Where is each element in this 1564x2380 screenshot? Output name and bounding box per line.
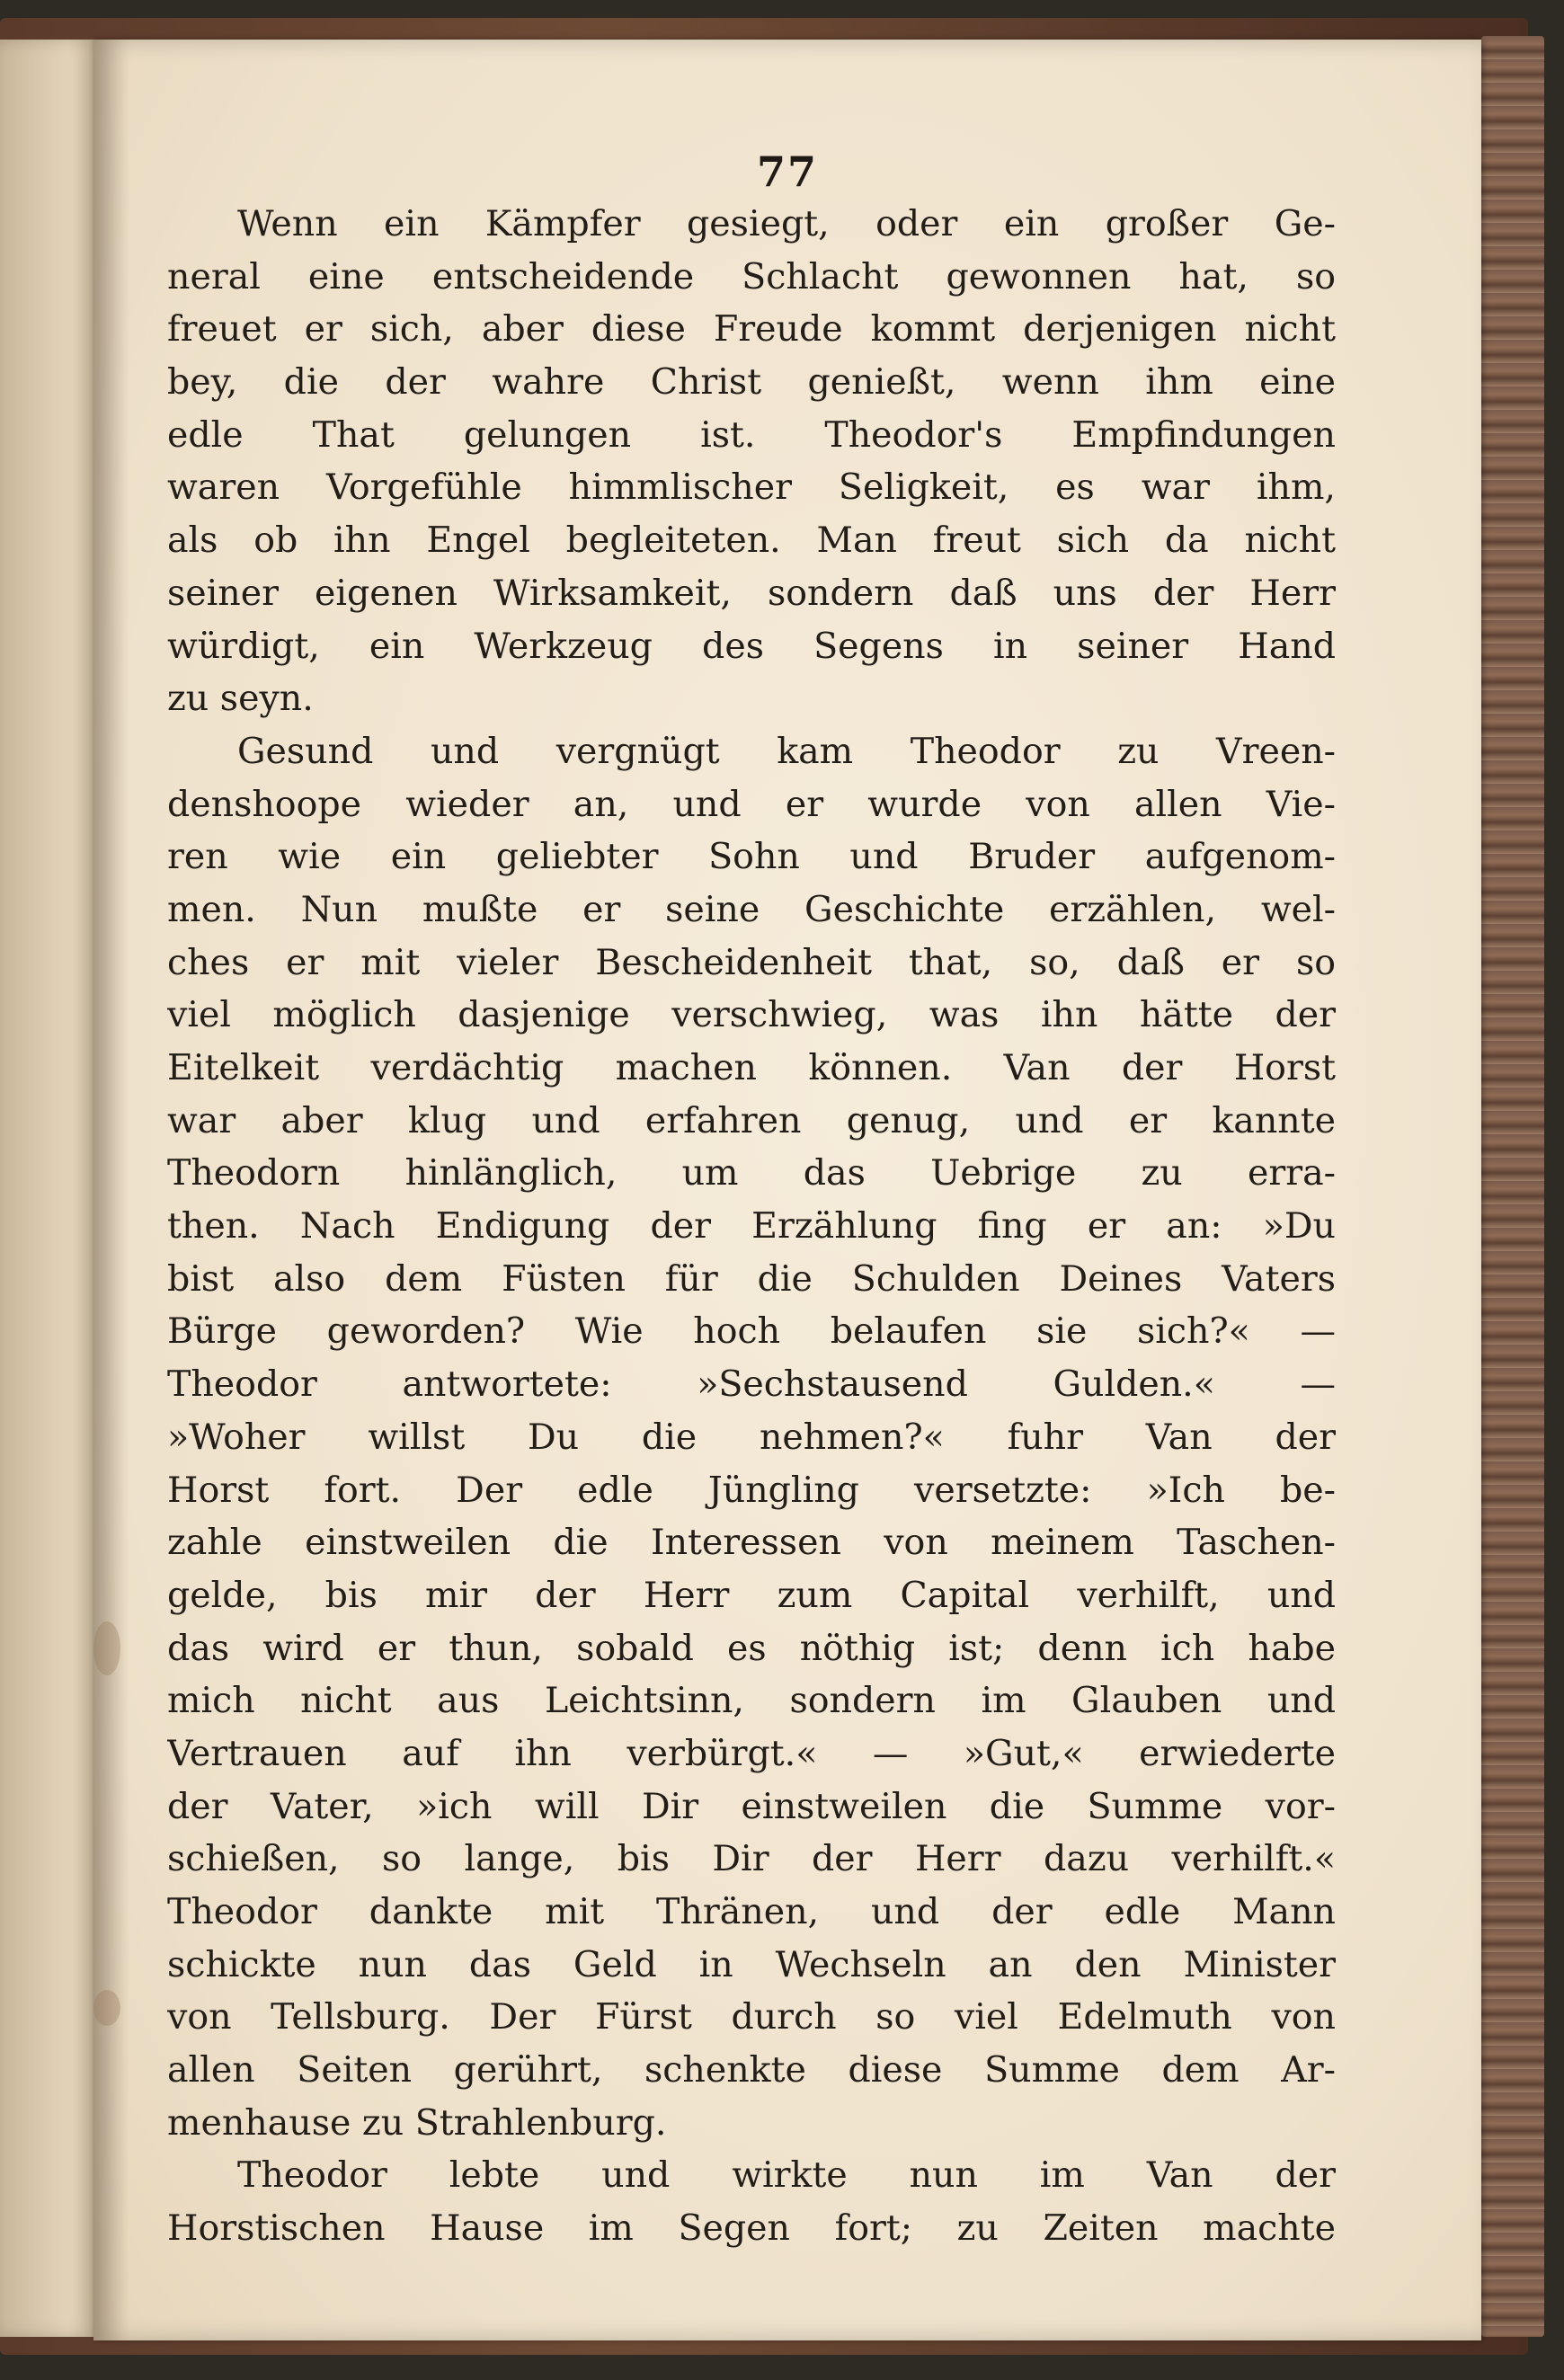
text-line: schickte nun das Geld in Wechseln an den Minister (167, 1943, 1336, 1985)
text-line: then. Nach Endigung der Erzählung fing er an: »Du (167, 1205, 1336, 1248)
text-line: das wird er thun, sobald es nöthig ist; denn ich habe (167, 1627, 1336, 1669)
text-line: bist also dem Füsten für die Schulden Deines Vaters (167, 1257, 1336, 1300)
text-line: seiner eigenen Wirksamkeit, sondern daß uns der Herr (167, 572, 1336, 614)
text-line: Theodor lebte und wirkte nun im Van der (237, 2154, 1336, 2197)
text-line: würdigt, ein Werkzeug des Segens in seiner Hand (167, 625, 1336, 667)
text-line: zu seyn. (167, 678, 314, 720)
text-line: waren Vorgefühle himmlischer Seligkeit, es war ihm, (167, 466, 1336, 509)
text-line: ches er mit vieler Bescheidenheit that, so, daß er so (167, 941, 1336, 983)
text-line: Theodor dankte mit Thränen, und der edle Mann (167, 1891, 1336, 1932)
text-line: der Vater, »ich will Dir einstweilen die Summe vor- (167, 1785, 1336, 1827)
text-line: denshoope wieder an, und er wurde von allen Vie- (167, 783, 1336, 825)
body-text (167, 198, 1336, 2255)
text-line: viel möglich dasjenige verschwieg, was ihn hätte der (167, 994, 1336, 1036)
text-line: Gesund und vergnügt kam Theodor zu Vreen- (237, 730, 1336, 772)
text-line: Wenn ein Kämpfer gesiegt, oder ein großer Ge- (237, 203, 1336, 244)
text-line: war aber klug und erfahren genug, und er kannte (167, 1099, 1336, 1141)
text-line: ren wie ein geliebter Sohn und Bruder aufgenom- (167, 836, 1336, 878)
text-line: Eitelkeit verdächtig machen können. Van der Horst (167, 1047, 1336, 1088)
page-number: 77 (756, 147, 818, 196)
text-line: edle That gelungen ist. Theodor's Empfindungen (167, 413, 1336, 456)
text-line: menhause zu Strahlenburg. (167, 2101, 667, 2144)
text-line: freuet er sich, aber diese Freude kommt derjenigen nicht (167, 308, 1336, 351)
text-line: allen Seiten gerührt, schenkte diese Summe dem Ar- (167, 2049, 1336, 2091)
text-line: zahle einstweilen die Interessen von meinem Taschen- (167, 1522, 1336, 1564)
text-line: »Woher willst Du die nehmen?« fuhr Van der (167, 1416, 1336, 1458)
text-line: Bürge geworden? Wie hoch belaufen sie sich?« — (167, 1310, 1336, 1353)
text-line: als ob ihn Engel begleiteten. Man freut sich da nicht (167, 520, 1336, 562)
text-line: mich nicht aus Leichtsinn, sondern im Glauben und (167, 1680, 1336, 1722)
text-line: Vertrauen auf ihn verbürgt.« — »Gut,« erwiederte (167, 1732, 1336, 1774)
text-line: Theodor antwortete: »Sechstausend Gulden.« — (167, 1363, 1336, 1406)
text-line: Theodorn hinlänglich, um das Uebrige zu erra- (167, 1152, 1336, 1194)
text-line: men. Nun mußte er seine Geschichte erzählen, wel- (167, 888, 1336, 930)
text-line: Horstischen Hause im Segen fort; zu Zeiten machte (167, 2207, 1336, 2250)
binding-hole (93, 1990, 120, 2026)
text-line: Horst fort. Der edle Jüngling versetzte: »Ich be- (167, 1469, 1336, 1511)
text-line: gelde, bis mir der Herr zum Capital verhilft, und (167, 1574, 1336, 1616)
binding-hole (93, 1621, 120, 1675)
page-edges (1481, 36, 1544, 2337)
text-line: bey, die der wahre Christ genießt, wenn ihm eine (167, 361, 1336, 404)
text-line: von Tellsburg. Der Fürst durch so viel Edelmuth von (167, 1996, 1336, 2038)
left-page-edge (0, 40, 97, 2337)
text-line: neral eine entscheidende Schlacht gewonnen hat, so (167, 255, 1336, 298)
text-line: schießen, so lange, bis Dir der Herr dazu verhilft.« (167, 1838, 1336, 1880)
